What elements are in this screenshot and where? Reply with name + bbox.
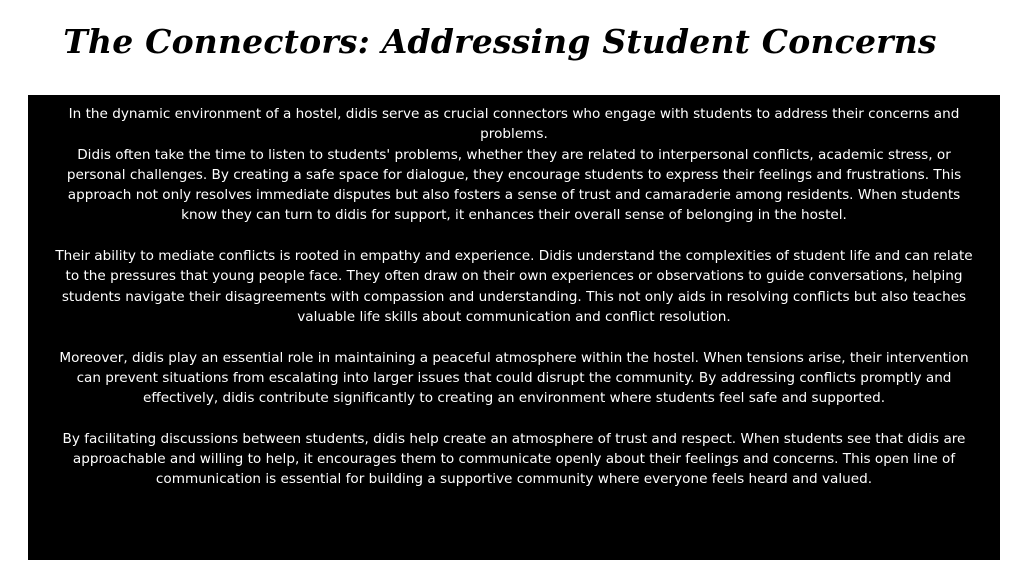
content-box	[28, 95, 1000, 560]
slide-title: The Connectors: Addressing Student Concerns	[63, 22, 937, 61]
paragraph-spacer	[50, 327, 978, 347]
paragraph-peaceful-atmosphere: Moreover, didis play an essential role in maintaining a peaceful atmosphere within the hostel. When tensions arise, their intervention can prevent situations from escalating into larger issues that could disrupt the community. By addressing conflicts promptly and effectively, didis contribute significantly to creating an environment where students feel safe and supported.	[59, 349, 969, 407]
paragraph-mediation: Their ability to mediate conflicts is rooted in empathy and experience. Didis understand the complexities of student life and can relate to the pressures that young people face. They often draw on their own experiences or observations to guide conversations, helping students navigate their disagreements with compassion and understanding. This not only aids in resolving conflicts but also teaches valuable life skills about communication and conflict resolution.	[55, 248, 973, 325]
paragraph-intro: In the dynamic environment of a hostel, didis serve as crucial connectors who engage with students to address their concerns and problems.	[68, 106, 960, 143]
paragraph-facilitating-discussions: By facilitating discussions between students, didis help create an atmosphere of trust and respect. When students see that didis are approachable and willing to help, it encourages them to communicate openly about their feelings and concerns. This open line of communication is essential for building a supportive community where everyone feels heard and valued.	[62, 430, 966, 488]
paragraph-spacer	[50, 226, 978, 246]
paragraph-listening: Didis often take the time to listen to students' problems, whether they are related to interpersonal conflicts, academic stress, or personal challenges. By creating a safe space for dialogue, they encourage students to express their feelings and frustrations. This approach not only resolves immediate disputes but also fosters a sense of trust and camaraderie among residents. When students know they can turn to didis for support, it enhances their overall sense of belonging in the hostel.	[66, 146, 962, 224]
paragraph-spacer	[50, 408, 978, 428]
